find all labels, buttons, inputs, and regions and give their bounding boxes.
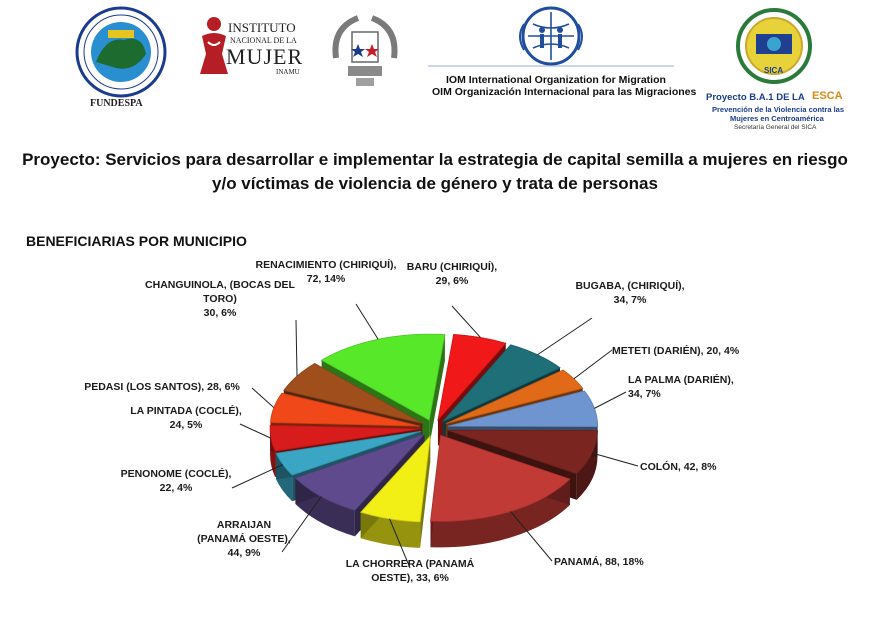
sica-line4: Secretaría General del SICA <box>734 124 817 131</box>
sica-project-label: Proyecto B.A.1 DE LA <box>706 92 805 103</box>
data-label: RENACIMIENTO (CHIRIQUÍ), 72, 14% <box>255 259 397 285</box>
inamu-line1: INSTITUTO <box>228 20 296 35</box>
leader-line <box>537 318 592 355</box>
leader-line <box>240 424 271 438</box>
inamu-line2: NACIONAL DE LA <box>230 36 297 45</box>
sica-esca: ESCA <box>812 90 843 102</box>
data-label: LA PALMA (DARIÉN), 34, 7% <box>628 374 734 400</box>
leader-line <box>356 304 378 339</box>
data-label: ARRAIJAN (PANAMÁ OESTE), 44, 9% <box>197 519 291 559</box>
leader-line <box>594 392 626 408</box>
fundespa-caption: FUNDESPA <box>90 98 143 109</box>
sica-line2: Prevención de la Violencia contra las <box>712 105 845 114</box>
iom-name-en: IOM International Organization for Migration <box>446 74 666 86</box>
sica-line3: Mujeres en Centroamérica <box>730 114 824 123</box>
data-label: PANAMÁ, 88, 18% <box>554 556 644 568</box>
leader-line <box>452 306 480 337</box>
leader-line <box>592 453 638 466</box>
leader-line <box>252 388 274 408</box>
leader-line <box>574 350 612 379</box>
data-label: CHANGUINOLA, (BOCAS DEL TORO) 30, 6% <box>145 279 295 319</box>
data-label: BUGABA, (CHIRIQUÍ), 34, 7% <box>575 280 685 306</box>
data-label: PEDASI (LOS SANTOS), 28, 6% <box>84 381 240 393</box>
chart-heading: BENEFICIARIAS POR MUNICIPIO <box>26 233 247 249</box>
leader-line <box>296 320 297 376</box>
inamu-line4: INAMU <box>276 68 300 76</box>
data-label: COLÓN, 42, 8% <box>640 461 717 473</box>
data-label: LA CHORRERA (PANAMÁ OESTE), 33, 6% <box>345 558 475 584</box>
project-title: Proyecto: Servicios para desarrollar e implementar la estrategia de capital semilla a mujeres en riesgo y/o víctimas de violencia de género y trata de personas <box>22 150 848 193</box>
sica-center-text: SICA <box>764 66 784 75</box>
data-label: LA PINTADA (COCLÉ), 24, 5% <box>130 405 242 431</box>
data-label: PENONOME (COCLÉ), 22, 4% <box>120 468 232 494</box>
inamu-line3: MUJER <box>226 44 304 69</box>
data-label: BARU (CHIRIQUÍ), 29, 6% <box>406 261 498 287</box>
data-label: METETI (DARIÉN), 20, 4% <box>612 345 740 357</box>
iom-name-es: OIM Organización Internacional para las Migraciones <box>432 86 697 98</box>
